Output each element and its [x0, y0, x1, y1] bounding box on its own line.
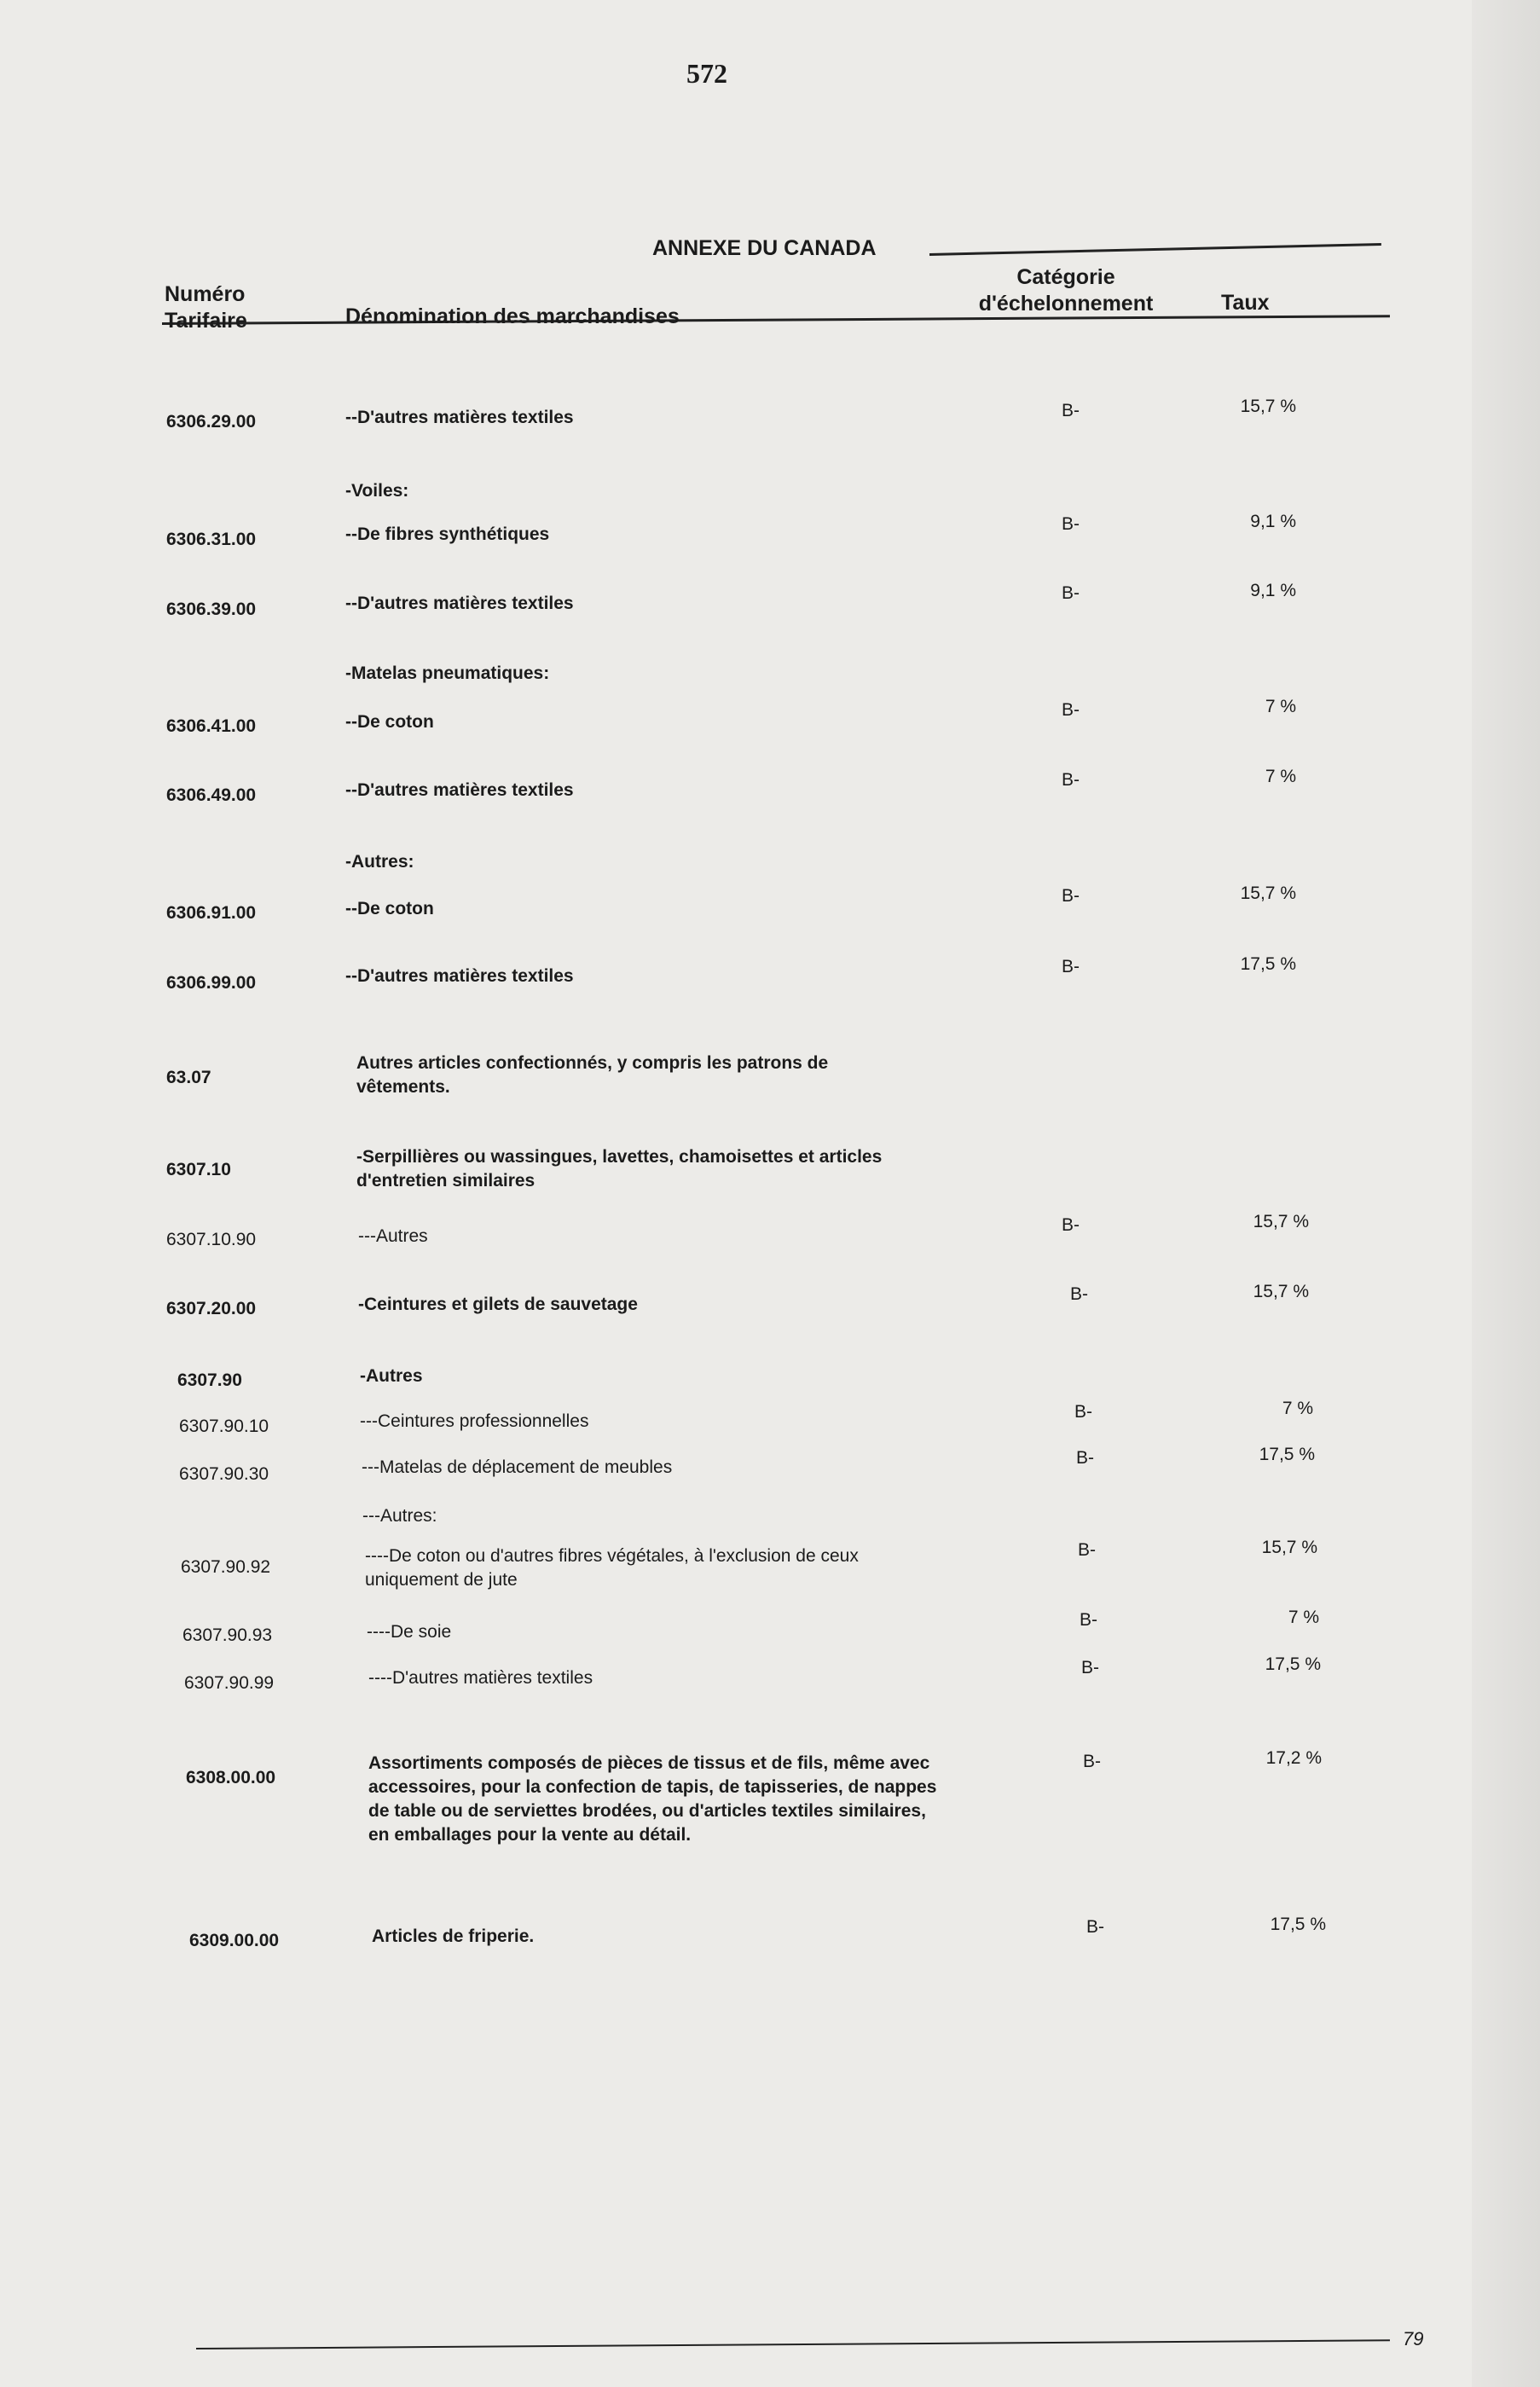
staging-category: B-: [1086, 1917, 1104, 1937]
tariff-description: -Serpillières ou wassingues, lavettes, chamoisettes et articles d'entretien similaires: [356, 1147, 883, 1191]
tariff-code: 6307.10: [166, 1160, 231, 1179]
tariff-rate: 9,1 %: [1250, 512, 1296, 531]
header-denomination: Dénomination des marchandises: [345, 304, 680, 328]
tariff-code: 6306.49.00: [166, 785, 257, 805]
tariff-code: 6306.41.00: [166, 716, 257, 736]
section-heading: -Autres: [360, 1366, 423, 1386]
tariff-description: --De coton: [345, 899, 434, 918]
tariff-code: 6307.90.92: [181, 1557, 271, 1577]
footer-page-number: 79: [1403, 2328, 1424, 2349]
staging-category: B-: [1076, 1448, 1094, 1468]
tariff-description: -Ceintures et gilets de sauvetage: [358, 1295, 638, 1314]
tariff-code: 6308.00.00: [186, 1768, 276, 1787]
staging-category: B-: [1062, 583, 1080, 603]
section-heading: -Autres:: [345, 852, 414, 872]
annex-title: ANNEXE DU CANADA: [652, 236, 877, 260]
tariff-code: 6306.39.00: [166, 600, 257, 619]
tariff-code: 6309.00.00: [189, 1931, 280, 1950]
header-numero-line2: Tarifaire: [165, 309, 247, 333]
tariff-description: Articles de friperie.: [372, 1926, 535, 1946]
staging-category: B-: [1083, 1752, 1101, 1771]
tariff-rate: 7 %: [1265, 767, 1296, 786]
section-heading: ---Autres:: [362, 1506, 437, 1526]
tariff-description: ----D'autres matières textiles: [368, 1668, 593, 1688]
tariff-rate: 7 %: [1265, 697, 1296, 716]
tariff-rate: 9,1 %: [1250, 581, 1296, 600]
header-top-rule: [929, 243, 1381, 256]
tariff-description: --De fibres synthétiques: [345, 524, 550, 544]
tariff-rate: 17,2 %: [1265, 1748, 1322, 1768]
header-numero-line1: Numéro: [165, 282, 246, 306]
tariff-description: Autres articles confectionnés, y compris les patrons de vêtements.: [356, 1053, 829, 1097]
tariff-code: 6307.90.93: [182, 1625, 273, 1645]
tariff-rate: 7 %: [1288, 1608, 1319, 1627]
tariff-rate: 7 %: [1282, 1399, 1313, 1418]
staging-category: B-: [1070, 1284, 1088, 1304]
tariff-rate: 15,7 %: [1240, 397, 1296, 416]
header-categorie-line2: d'échelonnement: [978, 292, 1154, 316]
tariff-description: ----De soie: [367, 1622, 452, 1642]
tariff-rate: 15,7 %: [1261, 1538, 1317, 1557]
staging-category: B-: [1062, 401, 1080, 420]
staging-category: B-: [1062, 1215, 1080, 1235]
tariff-code: 6307.90.10: [179, 1417, 269, 1436]
tariff-code: 6307.10.90: [166, 1230, 257, 1249]
tariff-description: ---Ceintures professionnelles: [360, 1411, 589, 1431]
staging-category: B-: [1078, 1540, 1096, 1560]
staging-category: B-: [1074, 1402, 1092, 1422]
header-categorie: [964, 264, 1168, 317]
tariff-rate: 15,7 %: [1253, 1212, 1309, 1231]
tariff-description: Assortiments composés de pièces de tissus et de fils, même avec accessoires, pour la confection de tapis, de tapisseries, de nappes de table ou de serviettes brodées, ou d'articles textiles similaires, en emballages pour la vente au détail.: [368, 1753, 937, 1845]
page-edge-shadow: [1472, 0, 1540, 2387]
tariff-code: 6306.99.00: [166, 973, 257, 993]
header-taux: Taux: [1221, 291, 1270, 315]
tariff-code: 6307.90.99: [184, 1673, 275, 1693]
footer-rule: [196, 2339, 1390, 2349]
section-heading: -Matelas pneumatiques:: [345, 663, 550, 683]
tariff-code: 6306.31.00: [166, 530, 257, 549]
tariff-description: --D'autres matières textiles: [345, 780, 574, 800]
tariff-description: --D'autres matières textiles: [345, 966, 574, 986]
tariff-code: 63.07: [166, 1068, 211, 1087]
section-heading: -Voiles:: [345, 481, 409, 501]
staging-category: B-: [1062, 514, 1080, 534]
tariff-description: ---Autres: [358, 1226, 428, 1246]
tariff-code: 6307.20.00: [166, 1299, 257, 1318]
tariff-rate: 17,5 %: [1270, 1915, 1326, 1934]
tariff-rate: 17,5 %: [1265, 1654, 1321, 1674]
staging-category: B-: [1062, 700, 1080, 720]
tariff-rate: 17,5 %: [1240, 954, 1296, 974]
tariff-description: ---Matelas de déplacement de meubles: [362, 1457, 673, 1477]
tariff-rate: 15,7 %: [1240, 884, 1296, 903]
tariff-description: --D'autres matières textiles: [345, 408, 574, 427]
staging-category: B-: [1062, 957, 1080, 976]
tariff-code: 6306.91.00: [166, 903, 257, 923]
tariff-description: --D'autres matières textiles: [345, 594, 574, 613]
header-categorie-line1: Catégorie: [1016, 265, 1115, 289]
tariff-description: ----De coton ou d'autres fibres végétales, à l'exclusion de ceux uniquement de jute: [365, 1546, 859, 1590]
staging-category: B-: [1080, 1610, 1097, 1630]
tariff-description: --De coton: [345, 712, 434, 732]
staging-category: B-: [1062, 886, 1080, 906]
staging-category: B-: [1081, 1658, 1099, 1677]
tariff-code: 6306.29.00: [166, 412, 257, 432]
staging-category: B-: [1062, 770, 1080, 790]
page-number: 572: [686, 58, 727, 89]
header-numero: [165, 281, 247, 334]
tariff-code: 6307.90: [177, 1370, 242, 1390]
tariff-code: 6307.90.30: [179, 1464, 269, 1484]
tariff-rate: 17,5 %: [1259, 1445, 1315, 1464]
tariff-rate: 15,7 %: [1253, 1282, 1309, 1301]
